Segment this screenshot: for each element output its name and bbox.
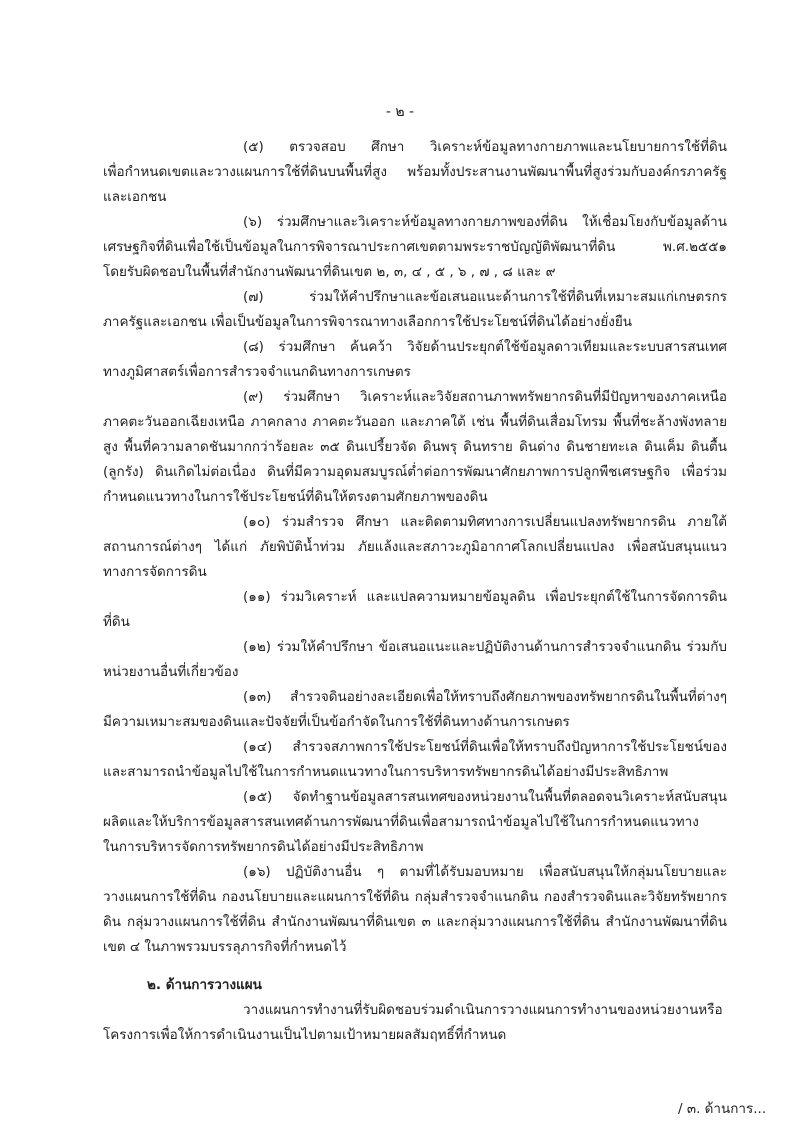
continuation-footer: / ๓. ด้านการ... [678,1101,767,1117]
paragraph-line: และสามารถนำข้อมูลไปใช้ในการกำหนดแนวทางในการบริหารทรัพยากรดินได้อย่างมีประสิทธิภาพ [103,764,669,780]
paragraph-line: และเอกชน [103,189,167,205]
paragraph-line: โครงการเพื่อให้การดำเนินงานเป็นไปตามเป้าหมายผลสัมฤทธิ์ที่กำหนด [103,1027,507,1043]
paragraph-first-line: (๑๕) จัดทำฐานข้อมูลสารสนเทศของหน่วยงานในพื้นที่ตลอดจนวิเคราะห์สนับสนุน [243,789,727,805]
paragraph-line: สูง พื้นที่ความลาดชันมากกว่าร้อยละ ๓๕ ดินเปรี้ยวจัด ดินพรุ ดินทราย ดินด่าง ดินชายทะเล ดินเค็ม ดินตื้น [103,439,727,455]
paragraph-line: มีความเหมาะสมของดินและปัจจัยที่เป็นข้อกำจัดในการใช้ที่ดินทางด้านการเกษตร [103,714,570,730]
paragraph-line: หน่วยงานอื่นที่เกี่ยวข้อง [103,664,239,680]
paragraph-first-line: (๘) ร่วมศึกษา ค้นคว้า วิจัยด้านประยุกต์ใช้ข้อมูลดาวเทียมและระบบสารสนเทศ [243,339,727,355]
paragraph-line: ในการบริหารจัดการทรัพยากรดินได้อย่างมีประสิทธิภาพ [103,839,424,855]
paragraph-line: ภาครัฐและเอกชน เพื่อเป็นข้อมูลในการพิจารณาทางเลือกการใช้ประโยชน์ที่ดินได้อย่างยั่งยืน [103,314,633,330]
paragraph-line: ภาคตะวันออกเฉียงเหนือ ภาคกลาง ภาคตะวันออก และภาคใต้ เช่น พื้นที่ดินเสื่อมโทรม พื้นที่ชะล้างพังทลาย [103,414,727,430]
paragraph-first-line: (๑๐) ร่วมสำรวจ ศึกษา และติดตามทิศทางการเปลี่ยนแปลงทรัพยากรดิน ภายใต้ [243,514,727,530]
paragraph-first-line: (๑๔) สำรวจสภาพการใช้ประโยชน์ที่ดินเพื่อให้ทราบถึงปัญหาการใช้ประโยชน์ของ [243,739,727,755]
paragraph-first-line: วางแผนการทำงานที่รับผิดชอบร่วมดำเนินการวางแผนการทำงานของหน่วยงานหรือ [243,1002,723,1018]
paragraph-line: สถานการณ์ต่างๆ ได้แก่ ภัยพิบัติน้ำท่วม ภัยแล้งและสภาวะภูมิอากาศโลกเปลี่ยนแปลง เพื่อสนับสนุนแนว [103,539,727,555]
paragraph-first-line: (๕) ตรวจสอบ ศึกษา วิเคราะห์ข้อมูลทางกายภาพและนโยบายการใช้ที่ดิน [243,139,727,155]
paragraph-line: ผลิตและให้บริการข้อมูลสารสนเทศด้านการพัฒนาที่ดินเพื่อสามารถนำข้อมูลไปใช้ในการกำหนดแนวทาง [103,814,699,830]
paragraph-first-line: (๑๓) สำรวจดินอย่างละเอียดเพื่อให้ทราบถึงศักยภาพของทรัพยากรดินในพื้นที่ต่างๆ [243,689,727,705]
page-number: - ๒ - [385,104,415,120]
paragraph-line: เศรษฐกิจที่ดินเพื่อใช้เป็นข้อมูลในการพิจารณาประกาศเขตตามพระราชบัญญัติพัฒนาที่ดิน พ.ศ.๒๕๕๑ [103,239,727,255]
paragraph-line: ที่ดิน [103,614,130,630]
paragraph-line: ทางการจัดการดิน [103,564,207,580]
paragraph-line: โดยรับผิดชอบในพื้นที่สำนักงานพัฒนาที่ดินเขต ๒, ๓, ๔ , ๕ , ๖ , ๗ , ๘ และ ๙ [103,264,556,280]
paragraph-line: กำหนดแนวทางในการใช้ประโยชน์ที่ดินให้ตรงตามศักยภาพของดิน [103,489,488,505]
paragraph-line: วางแผนการใช้ที่ดิน กองนโยบายและแผนการใช้ที่ดิน กลุ่มสำรวจจำแนกดิน กองสำรวจดินและวิจัยทรัพยากร [103,889,727,905]
paragraph-line: ทางภูมิศาสตร์เพื่อการสำรวจจำแนกดินทางการเกษตร [103,364,411,380]
paragraph-first-line: (๖) ร่วมศึกษาและวิเคราะห์ข้อมูลทางกายภาพของที่ดิน ให้เชื่อมโยงกับข้อมูลด้าน [243,214,727,230]
paragraph-line: ดิน กลุ่มวางแผนการใช้ที่ดิน สำนักงานพัฒนาที่ดินเขต ๓ และกลุ่มวางแผนการใช้ที่ดิน สำนักงานพัฒนาที่ดิน [103,914,727,930]
section-heading: ๒. ด้านการวางแผน [147,977,262,993]
paragraph-first-line: (๙) ร่วมศึกษา วิเคราะห์และวิจัยสถานภาพทรัพยากรดินที่มีปัญหาของภาคเหนือ [243,389,727,405]
paragraph-first-line: (๑๖) ปฏิบัติงานอื่น ๆ ตามที่ได้รับมอบหมาย เพื่อสนับสนุนให้กลุ่มนโยบายและ [243,864,727,880]
paragraph-line: (ลูกรัง) ดินเกิดไม่ต่อเนื่อง ดินที่มีความอุดมสมบูรณ์ต่ำต่อการพัฒนาศักยภาพการปลูกพืชเศรษฐกิจ เพื่อร่วม [103,464,727,480]
paragraph-line: เขต ๔ ในภาพรวมบรรลุภารกิจที่กำหนดไว้ [103,939,347,955]
paragraph-line: เพื่อกำหนดเขตและวางแผนการใช้ที่ดินบนพื้นที่สูง พร้อมทั้งประสานงานพัฒนาพื้นที่สูงร่วมกับองค์กรภาครัฐ [103,164,727,180]
paragraph-first-line: (๑๑) ร่วมวิเคราะห์ และแปลความหมายข้อมูลดิน เพื่อประยุกต์ใช้ในการจัดการดิน [243,589,727,605]
paragraph-first-line: (๑๒) ร่วมให้คำปรึกษา ข้อเสนอแนะและปฏิบัติงานด้านการสำรวจจำแนกดิน ร่วมกับ [243,639,727,655]
paragraph-first-line: (๗) ร่วมให้คำปรึกษาและข้อเสนอแนะด้านการใช้ที่ดินที่เหมาะสมแก่เกษตรกร [243,289,727,305]
